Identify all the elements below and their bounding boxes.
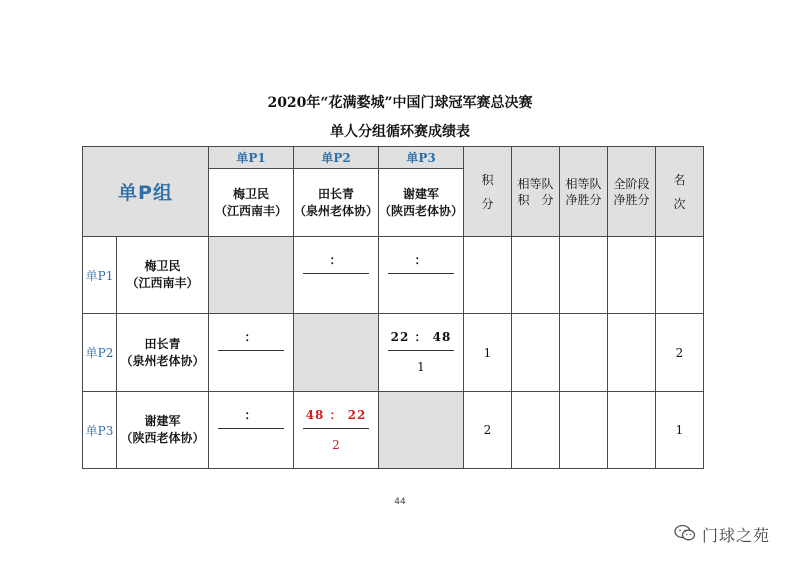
col-name-1: 梅卫民 （江西南丰） bbox=[209, 169, 294, 237]
row-code: 单P2 bbox=[83, 314, 117, 392]
match-points bbox=[209, 433, 293, 457]
match-score: 22 ： 48 bbox=[390, 330, 452, 344]
header-tied-points: 相等队 积 分 bbox=[512, 147, 560, 237]
col-code-2: 单P2 bbox=[294, 147, 379, 169]
row-player: 梅卫民 （江西南丰） bbox=[117, 237, 209, 314]
self-match-cell bbox=[379, 392, 464, 469]
header-overall-net: 全阶段 净胜分 bbox=[608, 147, 656, 237]
table-row bbox=[83, 392, 704, 469]
table-row bbox=[83, 237, 704, 314]
col-code-1: 单P1 bbox=[209, 147, 294, 169]
wechat-icon bbox=[674, 524, 696, 546]
page-number: 44 bbox=[394, 497, 406, 507]
row-player: 田长青 （泉州老体协） bbox=[117, 314, 209, 392]
match-points bbox=[294, 278, 378, 302]
stat-tied-net bbox=[560, 237, 608, 314]
row-code: 单P1 bbox=[83, 237, 117, 314]
row-player: 谢建军 （陕西老体协） bbox=[117, 392, 209, 469]
stat-tied-net bbox=[560, 392, 608, 469]
self-match-cell bbox=[294, 314, 379, 392]
watermark bbox=[674, 523, 770, 546]
stat-tied-points bbox=[512, 392, 560, 469]
stat-points: 1 bbox=[464, 314, 512, 392]
match-score: ： bbox=[244, 330, 258, 344]
match-score: ： bbox=[244, 407, 258, 422]
page-title: 2020年“花满婺城”中国门球冠军赛总决赛 bbox=[267, 95, 533, 111]
col-code-3: 单P3 bbox=[379, 147, 464, 169]
watermark-text: 门球之苑 bbox=[702, 526, 771, 545]
results-table bbox=[82, 146, 704, 469]
match-score: ： bbox=[329, 252, 343, 267]
stat-overall-net bbox=[608, 314, 656, 392]
group-label-cell bbox=[83, 147, 209, 237]
group-label: 单P组 bbox=[118, 182, 173, 204]
header-rank: 名 次 bbox=[656, 147, 704, 237]
match-points bbox=[379, 278, 463, 302]
stat-overall-net bbox=[608, 392, 656, 469]
stat-tied-points bbox=[512, 314, 560, 392]
stat-tied-net bbox=[560, 314, 608, 392]
match-cell-highlight bbox=[294, 392, 379, 469]
match-cell bbox=[209, 314, 294, 392]
match-cell bbox=[209, 392, 294, 469]
match-cell bbox=[379, 237, 464, 314]
stat-overall-net bbox=[608, 237, 656, 314]
row-code: 单P3 bbox=[83, 392, 117, 469]
stat-points bbox=[464, 237, 512, 314]
header-tied-net: 相等队 净胜分 bbox=[560, 147, 608, 237]
header-points: 积 分 bbox=[464, 147, 512, 237]
stat-rank: 1 bbox=[656, 392, 704, 469]
stat-rank bbox=[656, 237, 704, 314]
match-cell bbox=[294, 237, 379, 314]
match-points: 2 bbox=[332, 437, 340, 452]
match-points: 1 bbox=[417, 360, 425, 374]
col-name-2: 田长青 （泉州老体协） bbox=[294, 169, 379, 237]
match-score: 48 ： 22 bbox=[305, 407, 367, 422]
self-match-cell bbox=[209, 237, 294, 314]
stat-points: 2 bbox=[464, 392, 512, 469]
match-points bbox=[209, 355, 293, 379]
table-row bbox=[83, 314, 704, 392]
match-cell bbox=[379, 314, 464, 392]
stat-rank: 2 bbox=[656, 314, 704, 392]
stat-tied-points bbox=[512, 237, 560, 314]
page-subtitle: 单人分组循环赛成绩表 bbox=[330, 124, 470, 140]
match-score: ： bbox=[414, 252, 428, 267]
col-name-3: 谢建军 （陕西老体协） bbox=[379, 169, 464, 237]
